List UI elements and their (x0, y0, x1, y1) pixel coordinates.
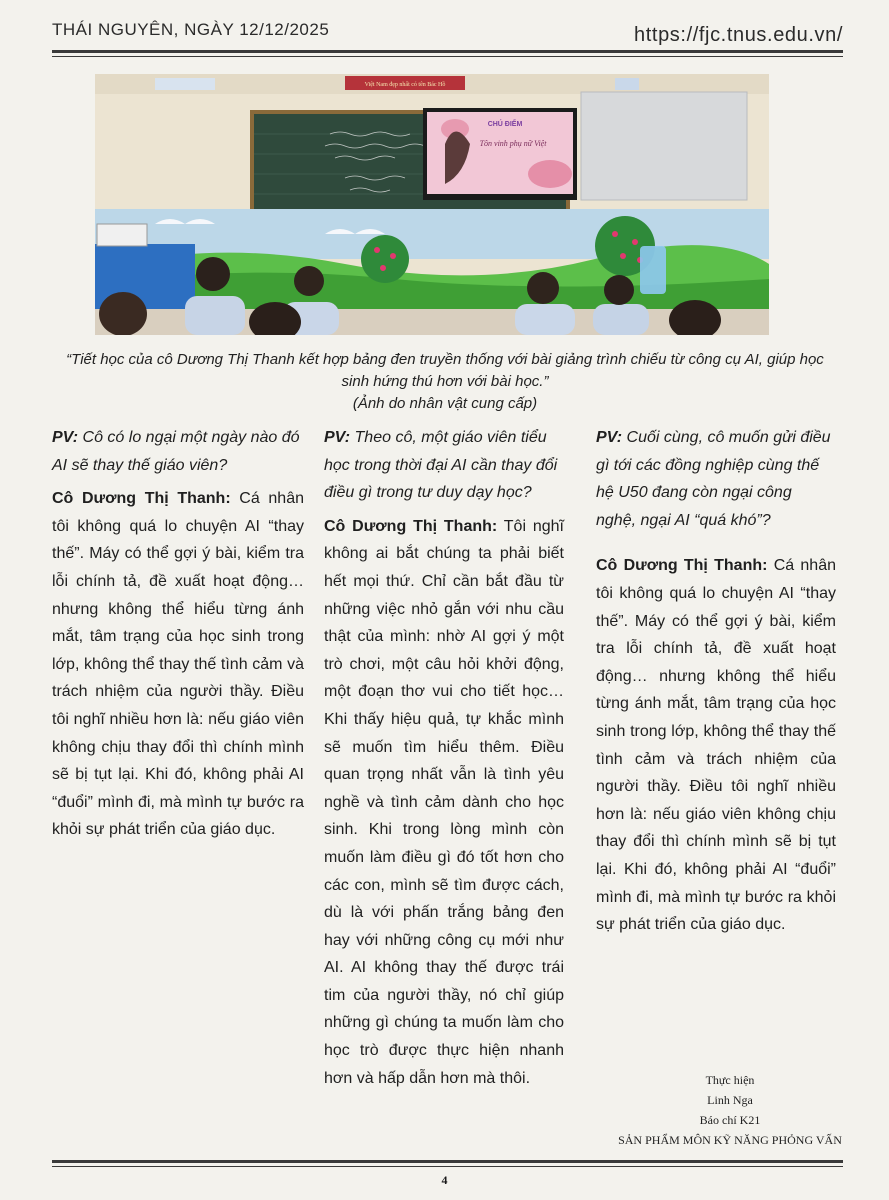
answer-text: Tôi nghĩ không ai bắt chúng ta phải biết hết mọi thứ. Chỉ cần bắt đầu từ những việc nhỏ gắn với nhu cầu thật của mình: nhờ AI gợi ý một trò chơi, một câu hỏi khởi động, một đoạn thơ vui cho tiết học… Khi thấy hiệu quả, tự khắc mình sẽ muốn tìm hiểu thêm. Điều quan trọng nhất vẫn là tình yêu nghề và tình cảm dành cho học sinh. Khi trong lòng mình còn muốn làm điều gì đó tốt hơn cho các con, mình sẽ tìm được cách, dù là với phấn trắng bảng đen hay với những công cụ mới như AI. AI không thay thế được trái tim của người thầy, nó chỉ giúp những gì chúng ta muốn làm cho học trò được thực hiện nhanh hơn và hấp dẫn hơn mà thôi. (324, 517, 564, 1087)
footer-rule (52, 1160, 843, 1163)
answer-label: Cô Dương Thị Thanh: (596, 557, 768, 575)
answer-1 (52, 485, 304, 844)
footer-rule-thin (52, 1166, 843, 1167)
column-1 (52, 424, 304, 844)
question-3 (596, 424, 836, 534)
answer-2 (324, 513, 564, 1092)
question-label: PV: (324, 429, 351, 446)
photo-screen-subtitle: Tôn vinh phụ nữ Việt (479, 139, 547, 148)
question-label: PV: (596, 429, 623, 446)
question-text: Theo cô, một giáo viên tiểu học trong thời đại AI cần thay đổi điều gì trong tư duy dạy học? (324, 429, 558, 502)
credits-author: Linh Nga (707, 1093, 753, 1107)
question-label: PV: (52, 429, 79, 446)
photo-screen-title: CHÚ ĐIỂM (487, 121, 523, 128)
header-date: THÁI NGUYÊN, NGÀY 12/12/2025 (52, 20, 330, 39)
caption-text: “Tiết học của cô Dương Thị Thanh kết hợp bảng đen truyền thống với bài giảng trình chiếu từ công cụ AI, giúp học sinh hứng thú hơn với bài học.” (66, 351, 824, 390)
answer-label: Cô Dương Thị Thanh: (52, 490, 231, 508)
question-text: Cô có lo ngại một ngày nào đó AI sẽ thay thế giáo viên? (52, 429, 300, 474)
photo-caption (60, 349, 830, 415)
page-number: 4 (441, 1173, 448, 1187)
header-url[interactable]: https://fjc.tnus.edu.vn/ (634, 24, 843, 46)
header-rule-thin (52, 56, 843, 57)
header-rule (52, 50, 843, 53)
credits-class: Báo chí K21 (699, 1113, 761, 1127)
column-2 (324, 424, 564, 1092)
answer-text: Cá nhân tôi không quá lo chuyện AI “thay thế”. Máy có thể gợi ý bài, kiểm tra lỗi chính tả, đề xuất hoạt động… nhưng không thể hiểu từng ánh mắt, tâm trạng của học sinh trong lớp, không thể thay thế tình cảm và trách nhiệm của người thầy. Điều tôi nghĩ nhiều hơn là: nếu giáo viên không chịu thay đổi thì chính mình sẽ bị tụt lại. Khi đó, không phải AI “đuổi” mình đi, mà mình tự bước ra khỏi sự phát triển của giáo dục. (52, 490, 304, 839)
question-2 (324, 424, 564, 507)
caption-credit: (Ảnh do nhân vật cung cấp) (352, 395, 538, 412)
credits-product: SẢN PHẨM MÔN KỸ NĂNG PHỎNG VẤN (618, 1133, 842, 1147)
classroom-photo (95, 74, 769, 335)
photo-banner-text: Việt Nam đẹp nhất có tên Bác Hồ (364, 82, 446, 88)
answer-text: Cá nhân tôi không quá lo chuyện AI “thay thế”. Máy có thể gợi ý bài, kiểm tra lỗi chính tả, đề xuất hoạt động… nhưng không thể hiểu từng ánh mắt, tâm trạng của học sinh trong lớp, không thể thay thế tình cảm và trách nhiệm của người thầy. Điều tôi nghĩ nhiều hơn là: nếu giáo viên không chịu thay đổi thì chính mình sẽ bị tụt lại. Khi đó, không phải AI “đuổi” mình đi, mà mình tự bước ra khỏi sự phát triển của giáo dục. (596, 557, 836, 934)
answer-3 (596, 552, 836, 938)
question-1 (52, 424, 304, 479)
question-text: Cuối cùng, cô muốn gửi điều gì tới các đồng nghiệp cùng thế hệ U50 đang còn ngại công nghệ, ngại AI “quá khó”? (596, 429, 831, 529)
answer-label: Cô Dương Thị Thanh: (324, 517, 498, 535)
classroom-illustration (95, 74, 769, 335)
credits-line-1: Thực hiện (705, 1073, 755, 1087)
credits (560, 1070, 889, 1150)
column-3 (596, 424, 836, 939)
